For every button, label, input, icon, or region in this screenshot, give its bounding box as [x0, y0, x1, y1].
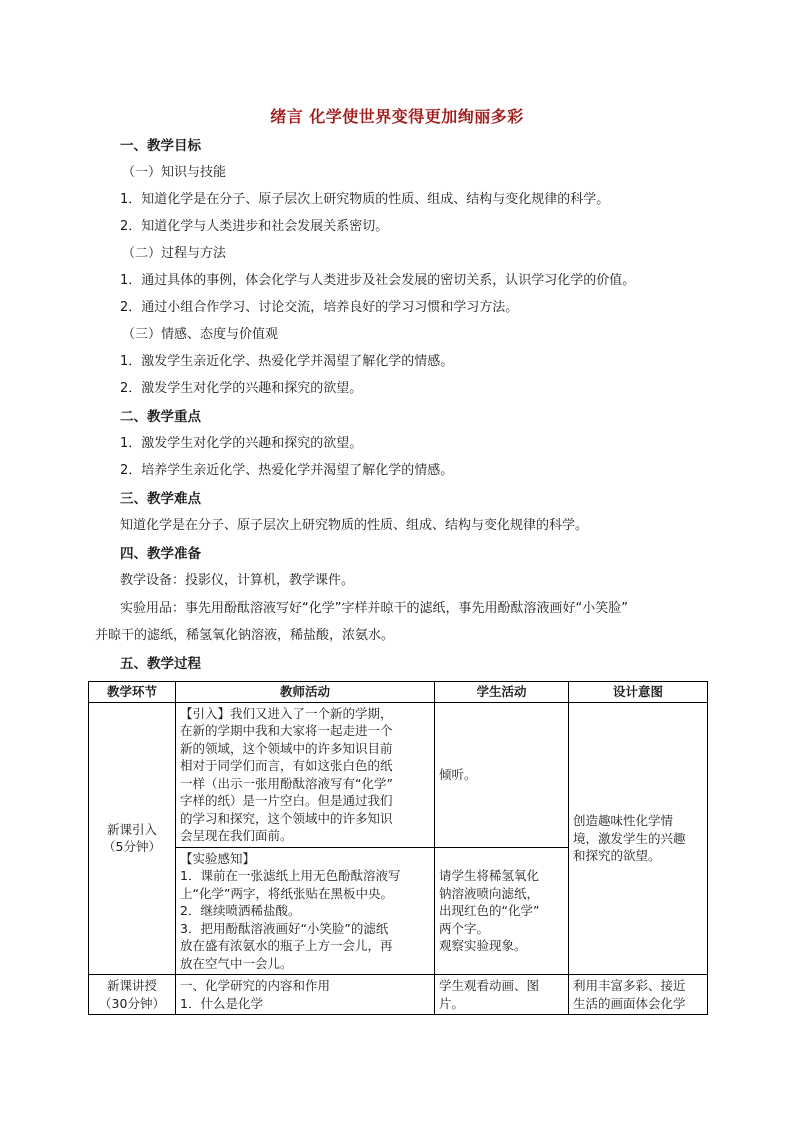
- teacher-activity-line: 放在盛有浓氨水的瓶子上方一会儿，再: [180, 938, 393, 953]
- student-activity-cell: [435, 702, 569, 847]
- stage-cell: [89, 702, 176, 975]
- design-intent-cell: [569, 975, 708, 1015]
- teacher-activity-line: 会呈现在我们面前。: [180, 828, 293, 843]
- table-row: [89, 702, 708, 847]
- objective-item: 1．通过具体的事例，体会化学与人类进步及社会发展的密切关系，认识学习化学的价值。: [120, 273, 636, 288]
- subheading-attitude: （三）情感、态度与价值观: [122, 327, 279, 342]
- preparation-materials-cont: 并晾干的滤纸，稀氢氧化钠溶液，稀盐酸，浓氨水。: [95, 628, 395, 643]
- section-heading-preparation: 四、教学准备: [120, 546, 201, 562]
- teacher-activity-line: 一、化学研究的内容和作用: [180, 978, 331, 993]
- teacher-activity-line: 字样的纸）是一片空白。但是通过我们: [180, 793, 393, 808]
- stage-duration: （30分钟）: [99, 995, 165, 1011]
- student-activity-line: 倾听。: [439, 766, 477, 782]
- teacher-activity-cell: [176, 847, 435, 975]
- teacher-activity-line: 一样（出示一张用酚酞溶液写有“化学”: [180, 775, 393, 791]
- student-activity-line: 片。: [439, 995, 465, 1011]
- design-intent-line: 境，激发学生的兴趣: [573, 830, 686, 846]
- design-intent-line: 利用丰富多彩、接近: [573, 978, 686, 993]
- header-cell: 教师活动: [176, 682, 435, 703]
- teacher-activity-line: 新的领域，这个领域中的许多知识目前: [180, 740, 393, 756]
- teacher-activity-cell: [176, 975, 435, 1015]
- preparation-materials: 实验用品：事先用酚酞溶液写好“化学”字样并晾干的滤纸，事先用酚酞溶液画好“小笑脸”: [120, 601, 628, 616]
- table-header-row: [89, 682, 708, 703]
- teacher-activity-line: 1．什么是化学: [180, 995, 263, 1011]
- document-title: 绪言 化学使世界变得更加绚丽多彩: [270, 107, 524, 126]
- teacher-activity-line: 【引入】我们又进入了一个新的学期，: [180, 705, 393, 721]
- teaching-process-table: [88, 681, 708, 1015]
- teacher-activity-line: 放在空气中一会儿。: [180, 955, 293, 971]
- header-cell: 教学环节: [89, 682, 176, 703]
- student-activity-cell: [435, 847, 569, 975]
- subheading-process: （二）过程与方法: [122, 246, 227, 261]
- design-intent-cell: [569, 702, 708, 975]
- section-heading-process: 五、教学过程: [120, 656, 201, 672]
- subheading-knowledge: （一）知识与技能: [122, 165, 227, 180]
- key-point-item: 1．激发学生对化学的兴趣和探究的欲望。: [120, 436, 363, 451]
- objective-item: 2．知道化学与人类进步和社会发展关系密切。: [120, 219, 389, 234]
- section-heading-objectives: 一、教学目标: [120, 138, 201, 154]
- student-activity-line: 学生观看动画、图: [439, 978, 540, 993]
- teacher-activity-line: 【实验感知】: [180, 850, 256, 866]
- teacher-activity-line: 3．把用酚酞溶液画好“小笑脸”的滤纸: [180, 920, 389, 936]
- difficulty-text: 知道化学是在分子、原子层次上研究物质的性质、组成、结构与变化规律的科学。: [120, 518, 589, 533]
- stage-cell: [89, 975, 176, 1015]
- student-activity-line: 出现红色的“化学”: [439, 903, 540, 918]
- preparation-equipment: 教学设备：投影仪，计算机，教学课件。: [120, 573, 355, 588]
- teacher-activity-line: 2．继续喷洒稀盐酸。: [180, 903, 301, 918]
- design-intent-line: 创造趣味性化学情: [573, 813, 674, 828]
- teacher-activity-line: 的学习和探究，这个领域中的许多知识: [180, 810, 393, 826]
- student-activity-line: 请学生将稀氢氧化: [439, 868, 540, 883]
- objective-item: 1．激发学生亲近化学、热爱化学并渴望了解化学的情感。: [120, 354, 454, 369]
- stage-name: 新课引入: [106, 821, 157, 837]
- design-intent-line: 生活的画面体会化学: [573, 995, 686, 1011]
- student-activity-cell: [435, 975, 569, 1015]
- objective-item: 2．通过小组合作学习、讨论交流，培养良好的学习习惯和学习方法。: [120, 300, 519, 315]
- objective-item: 1．知道化学是在分子、原子层次上研究物质的性质、组成、结构与变化规律的科学。: [120, 192, 610, 207]
- header-cell: 设计意图: [569, 682, 708, 703]
- teacher-activity-line: 上“化学”两字，将纸张贴在黑板中央。: [180, 885, 393, 901]
- teacher-activity-line: 相对于同学们而言，有如这张白色的纸: [180, 758, 393, 773]
- student-activity-line: 两个字。: [439, 920, 490, 936]
- student-activity-line: 观察实验现象。: [439, 938, 527, 953]
- teacher-activity-cell: [176, 702, 435, 847]
- objective-item: 2．激发学生对化学的兴趣和探究的欲望。: [120, 381, 363, 396]
- stage-duration: （5分钟）: [103, 839, 161, 855]
- stage-name: 新课讲授: [106, 978, 157, 993]
- student-activity-line: 钠溶液喷向滤纸，: [439, 885, 540, 901]
- section-heading-key-points: 二、教学重点: [120, 409, 201, 425]
- teacher-activity-line: 1．课前在一张滤纸上用无色酚酞溶液写: [180, 868, 401, 883]
- design-intent-line: 和探究的欲望。: [573, 848, 661, 863]
- table-row: [89, 975, 708, 1015]
- section-heading-difficulties: 三、教学难点: [120, 491, 201, 507]
- key-point-item: 2．培养学生亲近化学、热爱化学并渴望了解化学的情感。: [120, 463, 454, 478]
- teacher-activity-line: 在新的学期中我和大家将一起走进一个: [180, 723, 393, 738]
- header-cell: 学生活动: [435, 682, 569, 703]
